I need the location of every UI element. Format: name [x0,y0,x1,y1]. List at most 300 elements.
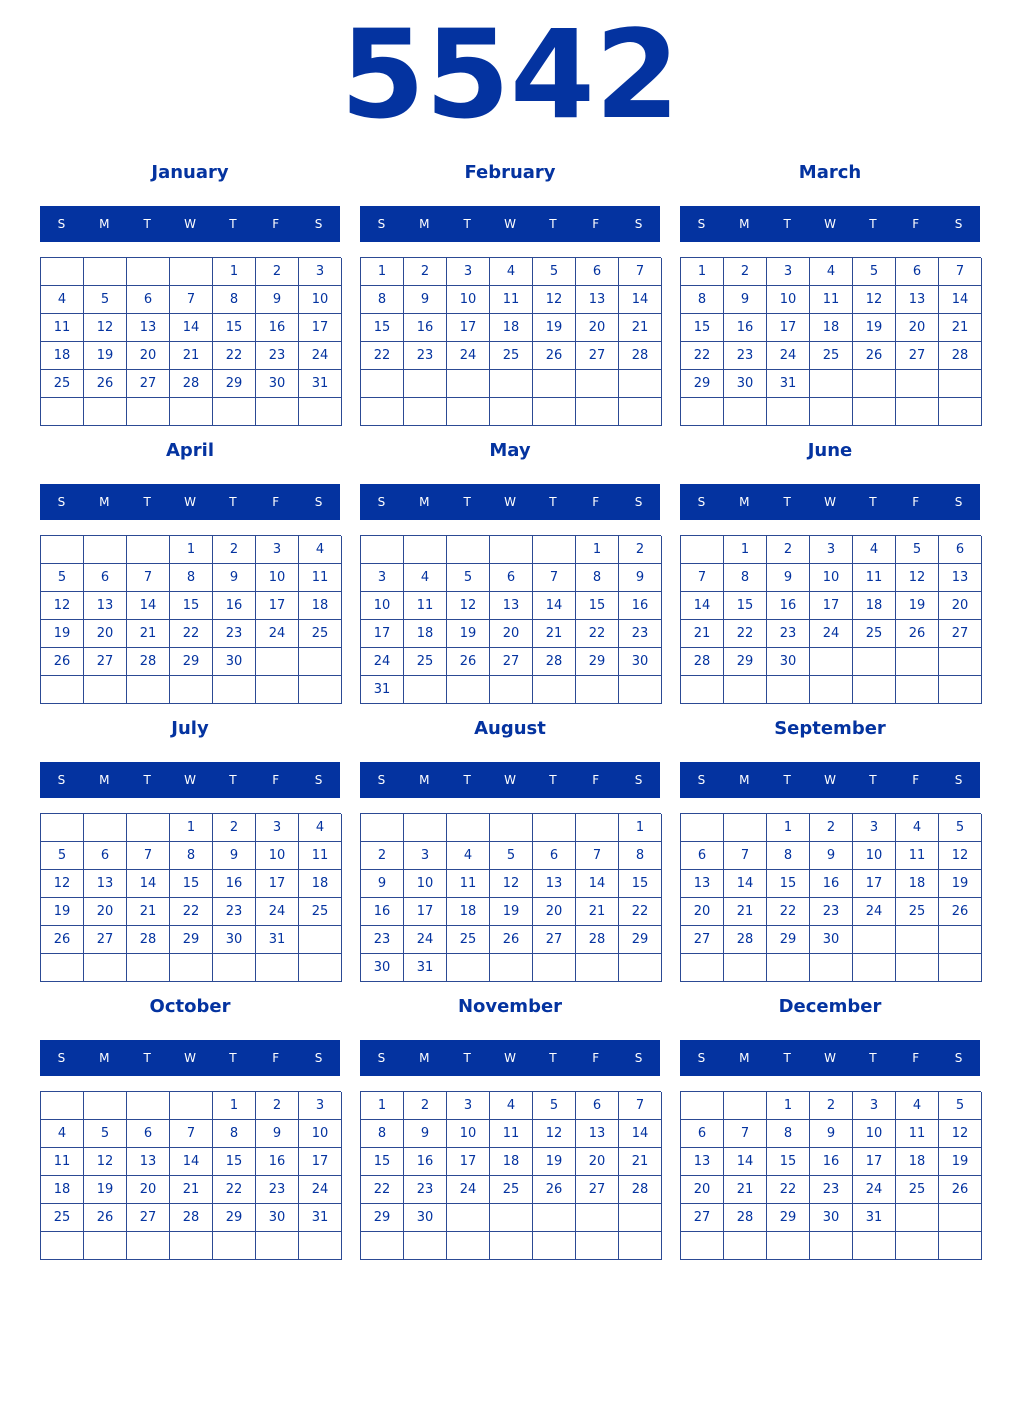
empty-day-cell [681,398,724,426]
day-cell: 25 [896,1176,939,1204]
day-cell: 7 [170,1120,213,1148]
day-cell: 24 [361,648,404,676]
month-january [40,158,340,428]
weekday-label: T [869,1051,877,1065]
day-cell: 27 [576,1176,619,1204]
weekday-label: M [419,1051,430,1065]
month-name: August [474,718,546,739]
weekday-label: T [783,217,791,231]
day-cell: 9 [810,1120,853,1148]
day-cell: 26 [533,1176,576,1204]
weekday-label: T [549,1051,557,1065]
day-cell: 21 [681,620,724,648]
month-february [360,158,660,428]
day-grid [40,535,341,704]
empty-day-cell [256,648,299,676]
empty-day-cell [939,398,982,426]
day-cell: 26 [447,648,490,676]
empty-day-cell [681,676,724,704]
day-cell: 19 [41,620,84,648]
weekday-label: M [99,495,110,509]
day-cell: 30 [404,1204,447,1232]
weekday-label: T [783,1051,791,1065]
day-cell: 11 [404,592,447,620]
weekday-label: W [184,1051,196,1065]
day-cell: 16 [810,870,853,898]
empty-day-cell [127,536,170,564]
day-cell: 3 [404,842,447,870]
day-grid [40,813,341,982]
day-cell: 2 [810,1092,853,1120]
month-name: December [778,996,882,1017]
day-cell: 28 [533,648,576,676]
day-cell: 7 [724,842,767,870]
weekday-label: S [697,495,706,509]
day-cell: 30 [810,1204,853,1232]
day-cell: 28 [681,648,724,676]
weekday-label: S [954,217,963,231]
day-cell: 8 [767,1120,810,1148]
weekday-header [680,206,980,242]
weekday-label: S [634,1051,643,1065]
day-cell: 5 [41,564,84,592]
weekday-label: F [912,217,920,231]
day-cell: 8 [724,564,767,592]
month-name: July [171,718,209,739]
day-cell: 3 [810,536,853,564]
day-cell: 29 [213,1204,256,1232]
day-cell: 21 [724,898,767,926]
weekday-header [40,484,340,520]
day-cell: 13 [127,1148,170,1176]
day-cell: 17 [256,870,299,898]
empty-day-cell [361,370,404,398]
empty-day-cell [41,676,84,704]
weekday-label: F [912,495,920,509]
day-cell: 10 [447,286,490,314]
empty-day-cell [299,1232,342,1260]
day-cell: 16 [404,314,447,342]
day-cell: 11 [896,1120,939,1148]
empty-day-cell [619,954,662,982]
empty-day-cell [41,814,84,842]
weekday-label: F [592,217,600,231]
day-cell: 20 [896,314,939,342]
day-cell: 1 [361,258,404,286]
day-cell: 27 [127,1204,170,1232]
day-cell: 23 [619,620,662,648]
day-cell: 4 [299,536,342,564]
empty-day-cell [853,954,896,982]
day-cell: 8 [361,286,404,314]
month-october [40,992,340,1262]
day-cell: 27 [127,370,170,398]
day-cell: 11 [41,314,84,342]
day-cell: 25 [447,926,490,954]
day-cell: 7 [724,1120,767,1148]
day-cell: 6 [84,842,127,870]
empty-day-cell [490,370,533,398]
empty-day-cell [576,676,619,704]
empty-day-cell [939,370,982,398]
weekday-label: T [463,495,471,509]
empty-day-cell [810,648,853,676]
empty-day-cell [681,1232,724,1260]
day-cell: 5 [533,1092,576,1120]
day-grid [360,813,661,982]
empty-day-cell [533,814,576,842]
day-cell: 28 [724,1204,767,1232]
day-cell: 11 [853,564,896,592]
month-name: October [149,996,231,1017]
weekday-header [40,206,340,242]
empty-day-cell [533,676,576,704]
day-cell: 10 [447,1120,490,1148]
day-cell: 17 [767,314,810,342]
day-cell: 27 [490,648,533,676]
day-cell: 16 [810,1148,853,1176]
day-cell: 12 [939,1120,982,1148]
day-cell: 15 [361,1148,404,1176]
day-cell: 15 [170,870,213,898]
empty-day-cell [810,954,853,982]
day-cell: 24 [256,620,299,648]
empty-day-cell [404,536,447,564]
month-august [360,714,660,984]
empty-day-cell [447,398,490,426]
weekday-label: S [314,1051,323,1065]
weekday-label: W [504,1051,516,1065]
day-cell: 21 [939,314,982,342]
day-cell: 28 [724,926,767,954]
day-cell: 22 [767,1176,810,1204]
weekday-label: M [419,495,430,509]
day-cell: 26 [853,342,896,370]
day-cell: 4 [853,536,896,564]
day-cell: 17 [853,870,896,898]
day-cell: 7 [681,564,724,592]
day-cell: 16 [724,314,767,342]
day-cell: 3 [853,814,896,842]
empty-day-cell [84,676,127,704]
day-cell: 7 [533,564,576,592]
year-title: 5542 [340,4,680,146]
empty-day-cell [576,398,619,426]
empty-day-cell [84,398,127,426]
empty-day-cell [767,1232,810,1260]
day-cell: 22 [361,1176,404,1204]
day-cell: 12 [533,286,576,314]
day-cell: 29 [361,1204,404,1232]
day-cell: 13 [533,870,576,898]
day-cell: 9 [619,564,662,592]
day-cell: 3 [299,258,342,286]
empty-day-cell [576,1204,619,1232]
day-cell: 9 [256,286,299,314]
day-cell: 22 [361,342,404,370]
empty-day-cell [896,398,939,426]
weekday-label: W [504,217,516,231]
day-cell: 8 [767,842,810,870]
empty-day-cell [681,814,724,842]
day-cell: 20 [681,898,724,926]
day-cell: 15 [361,314,404,342]
weekday-label: S [377,495,386,509]
weekday-label: T [869,495,877,509]
weekday-label: S [377,217,386,231]
day-grid [40,1091,341,1260]
weekday-label: S [57,1051,66,1065]
day-cell: 15 [170,592,213,620]
day-cell: 15 [767,870,810,898]
day-cell: 18 [299,592,342,620]
day-cell: 17 [361,620,404,648]
empty-day-cell [853,648,896,676]
empty-day-cell [41,536,84,564]
empty-day-cell [619,676,662,704]
empty-day-cell [299,648,342,676]
day-cell: 19 [533,314,576,342]
empty-day-cell [256,676,299,704]
day-cell: 1 [724,536,767,564]
empty-day-cell [213,676,256,704]
empty-day-cell [361,814,404,842]
empty-day-cell [404,1232,447,1260]
weekday-label: T [229,1051,237,1065]
day-cell: 31 [853,1204,896,1232]
day-cell: 25 [490,342,533,370]
month-march [680,158,980,428]
weekday-header [680,762,980,798]
day-cell: 1 [576,536,619,564]
day-cell: 29 [170,926,213,954]
day-cell: 28 [619,342,662,370]
day-cell: 16 [213,592,256,620]
day-cell: 15 [213,1148,256,1176]
day-cell: 29 [576,648,619,676]
empty-day-cell [256,398,299,426]
day-grid [360,535,661,704]
weekday-header [40,762,340,798]
day-cell: 3 [361,564,404,592]
empty-day-cell [533,1204,576,1232]
day-cell: 14 [724,870,767,898]
day-cell: 10 [767,286,810,314]
day-cell: 22 [724,620,767,648]
day-grid [360,257,661,426]
weekday-label: S [377,1051,386,1065]
empty-day-cell [213,954,256,982]
day-cell: 30 [619,648,662,676]
day-cell: 7 [619,258,662,286]
day-cell: 4 [41,1120,84,1148]
day-cell: 27 [84,926,127,954]
day-cell: 15 [681,314,724,342]
day-cell: 19 [41,898,84,926]
day-cell: 1 [361,1092,404,1120]
empty-day-cell [170,676,213,704]
empty-day-cell [213,398,256,426]
day-cell: 2 [810,814,853,842]
day-cell: 7 [619,1092,662,1120]
empty-day-cell [299,676,342,704]
day-cell: 20 [84,620,127,648]
empty-day-cell [84,814,127,842]
day-cell: 28 [576,926,619,954]
day-cell: 5 [490,842,533,870]
empty-day-cell [404,676,447,704]
day-cell: 4 [299,814,342,842]
weekday-label: T [463,1051,471,1065]
weekday-label: S [57,217,66,231]
day-cell: 8 [576,564,619,592]
day-cell: 5 [84,286,127,314]
empty-day-cell [576,1232,619,1260]
day-cell: 20 [681,1176,724,1204]
day-cell: 19 [939,870,982,898]
empty-day-cell [170,1092,213,1120]
month-december [680,992,980,1262]
empty-day-cell [767,398,810,426]
day-cell: 2 [404,1092,447,1120]
day-cell: 13 [576,1120,619,1148]
empty-day-cell [361,536,404,564]
day-cell: 7 [576,842,619,870]
day-cell: 21 [619,314,662,342]
day-cell: 19 [896,592,939,620]
day-cell: 1 [619,814,662,842]
month-name: May [489,440,531,461]
day-cell: 8 [213,286,256,314]
empty-day-cell [724,814,767,842]
day-cell: 15 [619,870,662,898]
day-cell: 24 [299,342,342,370]
empty-day-cell [724,1232,767,1260]
empty-day-cell [41,1232,84,1260]
empty-day-cell [490,1232,533,1260]
day-cell: 7 [127,564,170,592]
day-cell: 8 [681,286,724,314]
empty-day-cell [576,814,619,842]
weekday-label: S [634,773,643,787]
empty-day-cell [127,814,170,842]
day-cell: 10 [299,1120,342,1148]
empty-day-cell [576,954,619,982]
empty-day-cell [810,370,853,398]
day-cell: 5 [896,536,939,564]
day-cell: 27 [681,1204,724,1232]
day-cell: 21 [127,898,170,926]
day-cell: 22 [213,1176,256,1204]
empty-day-cell [939,1232,982,1260]
day-cell: 11 [299,564,342,592]
day-cell: 24 [447,342,490,370]
day-cell: 11 [896,842,939,870]
day-cell: 26 [939,898,982,926]
empty-day-cell [213,1232,256,1260]
day-cell: 7 [127,842,170,870]
day-cell: 21 [576,898,619,926]
weekday-label: M [419,217,430,231]
day-cell: 18 [41,1176,84,1204]
day-cell: 14 [170,314,213,342]
day-cell: 18 [299,870,342,898]
day-cell: 18 [404,620,447,648]
day-cell: 21 [724,1176,767,1204]
day-cell: 6 [576,1092,619,1120]
weekday-label: F [592,773,600,787]
day-cell: 1 [767,1092,810,1120]
month-name: February [464,162,556,183]
empty-day-cell [41,398,84,426]
empty-day-cell [84,954,127,982]
day-cell: 6 [490,564,533,592]
weekday-label: T [229,773,237,787]
day-cell: 9 [404,286,447,314]
weekday-label: S [697,217,706,231]
day-cell: 28 [939,342,982,370]
day-cell: 13 [576,286,619,314]
day-cell: 24 [404,926,447,954]
empty-day-cell [533,536,576,564]
weekday-label: F [592,495,600,509]
day-cell: 12 [84,314,127,342]
day-cell: 4 [41,286,84,314]
weekday-label: F [272,495,280,509]
day-cell: 5 [84,1120,127,1148]
weekday-label: W [184,217,196,231]
day-cell: 14 [576,870,619,898]
day-cell: 23 [810,1176,853,1204]
day-cell: 21 [619,1148,662,1176]
day-cell: 23 [767,620,810,648]
day-cell: 31 [299,1204,342,1232]
day-cell: 23 [256,1176,299,1204]
day-cell: 6 [896,258,939,286]
day-cell: 14 [127,592,170,620]
empty-day-cell [127,954,170,982]
day-cell: 10 [256,564,299,592]
day-cell: 10 [404,870,447,898]
day-cell: 22 [213,342,256,370]
empty-day-cell [447,1232,490,1260]
weekday-label: T [783,773,791,787]
day-cell: 23 [361,926,404,954]
day-cell: 1 [681,258,724,286]
day-cell: 8 [170,842,213,870]
weekday-label: S [314,495,323,509]
day-cell: 21 [170,1176,213,1204]
empty-day-cell [299,954,342,982]
empty-day-cell [490,814,533,842]
day-cell: 4 [810,258,853,286]
weekday-label: S [634,217,643,231]
empty-day-cell [170,258,213,286]
day-cell: 15 [767,1148,810,1176]
weekday-header [360,484,660,520]
empty-day-cell [447,536,490,564]
day-cell: 30 [256,370,299,398]
day-cell: 29 [213,370,256,398]
day-cell: 25 [41,370,84,398]
day-cell: 5 [939,814,982,842]
day-cell: 20 [576,1148,619,1176]
day-cell: 24 [767,342,810,370]
day-cell: 8 [213,1120,256,1148]
weekday-label: T [549,217,557,231]
day-cell: 12 [853,286,896,314]
day-cell: 13 [84,592,127,620]
